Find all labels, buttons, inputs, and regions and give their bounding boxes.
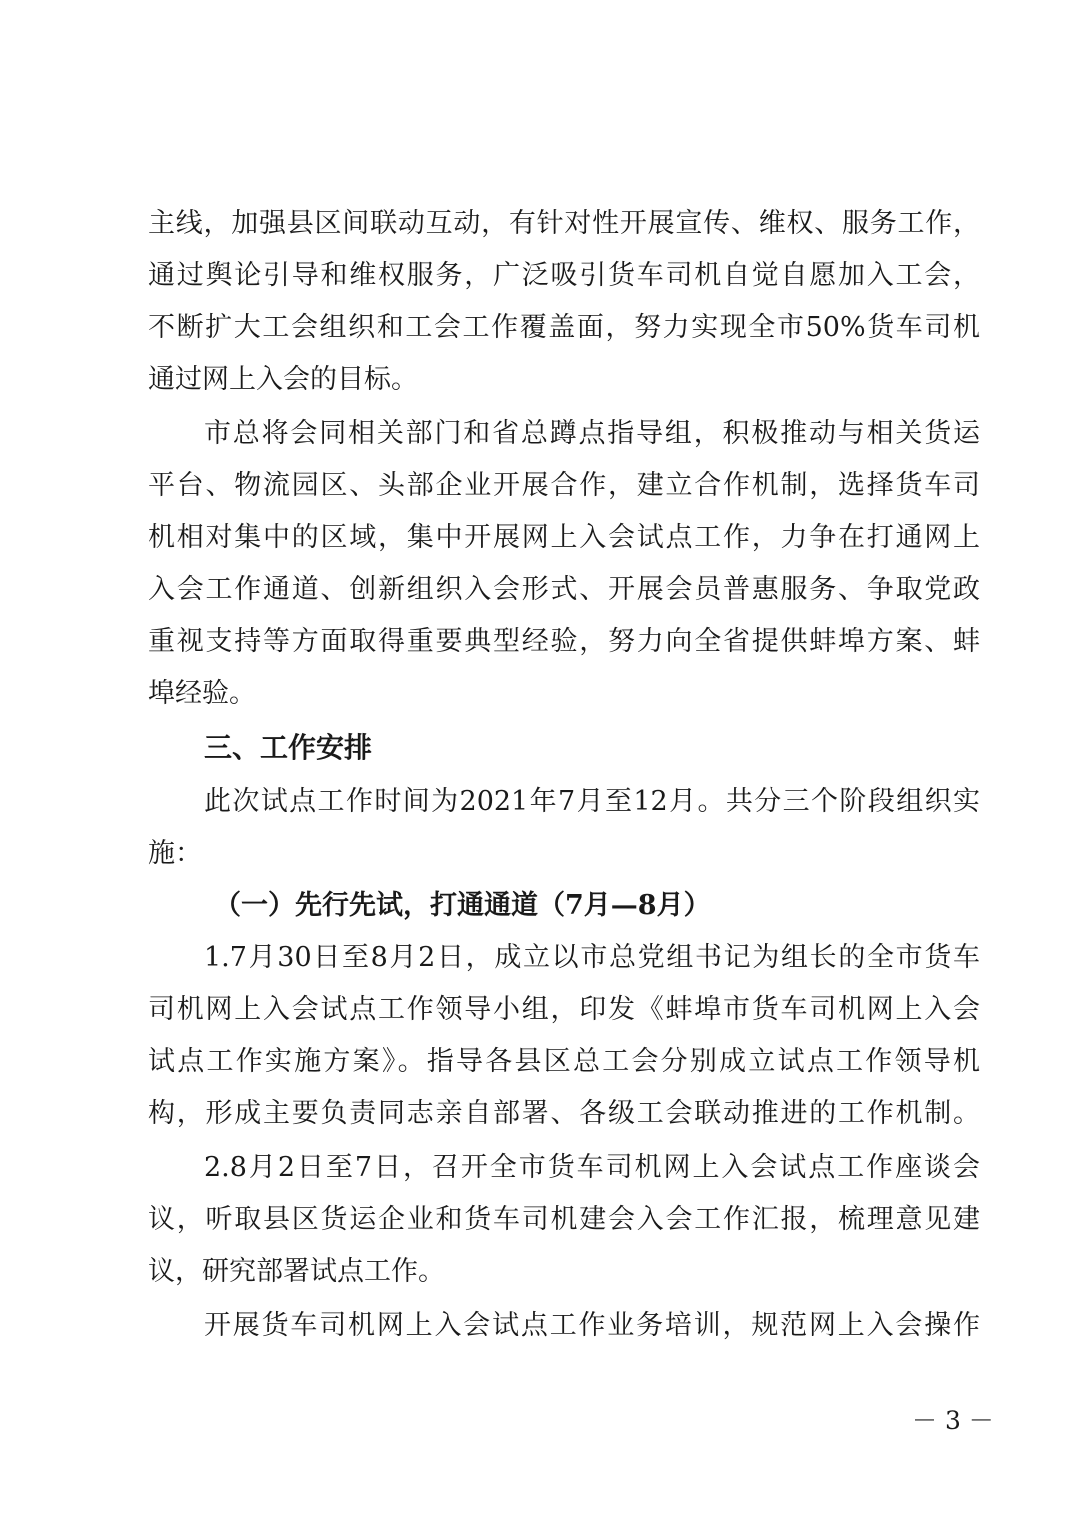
text-line: 议，研究部署试点工作。 bbox=[148, 1256, 445, 1287]
text-line: 入会工作通道、创新组织入会形式、开展会员普惠服务、争取党政 bbox=[148, 574, 980, 605]
section-heading: 三、工作安排 bbox=[204, 731, 373, 764]
text-line: 试点工作实施方案》。指导各县区总工会分别成立试点工作领导机 bbox=[148, 1046, 980, 1077]
text-line: 施： bbox=[148, 838, 202, 869]
subsection-heading: （一）先行先试，打通通道（7月—8月） bbox=[214, 890, 711, 921]
text-line: 埠经验。 bbox=[148, 678, 256, 709]
text-line: 主线，加强县区间联动互动，有针对性开展宣传、维权、服务工作， bbox=[148, 208, 980, 239]
text-line: 重视支持等方面取得重要典型经验，努力向全省提供蚌埠方案、蚌 bbox=[148, 626, 980, 657]
text-line: 机相对集中的区域，集中开展网上入会试点工作，力争在打通网上 bbox=[148, 522, 980, 553]
text-line: 此次试点工作时间为2021年7月至12月。共分三个阶段组织实 bbox=[204, 786, 980, 817]
text-line: 司机网上入会试点工作领导小组，印发《蚌埠市货车司机网上入会 bbox=[148, 994, 980, 1025]
text-line: 平台、物流园区、头部企业开展合作，建立合作机制，选择货车司 bbox=[148, 470, 980, 501]
text-line: 开展货车司机网上入会试点工作业务培训，规范网上入会操作 bbox=[204, 1310, 980, 1341]
text-line: 通过舆论引导和维权服务，广泛吸引货车司机自觉自愿加入工会， bbox=[148, 260, 980, 291]
text-line: 构，形成主要负责同志亲自部署、各级工会联动推进的工作机制。 bbox=[148, 1098, 980, 1129]
text-line: 1.7月30日至8月2日，成立以市总党组书记为组长的全市货车 bbox=[204, 942, 980, 973]
text-line: 市总将会同相关部门和省总蹲点指导组，积极推动与相关货运 bbox=[204, 418, 980, 449]
text-line: 通过网上入会的目标。 bbox=[148, 364, 418, 395]
text-line: 议，听取县区货运企业和货车司机建会入会工作汇报，梳理意见建 bbox=[148, 1204, 980, 1235]
text-line: 不断扩大工会组织和工会工作覆盖面，努力实现全市50%货车司机 bbox=[148, 312, 980, 343]
page-number: － 3 － bbox=[912, 1406, 994, 1435]
text-line: 2.8月2日至7日，召开全市货车司机网上入会试点工作座谈会 bbox=[204, 1152, 980, 1183]
